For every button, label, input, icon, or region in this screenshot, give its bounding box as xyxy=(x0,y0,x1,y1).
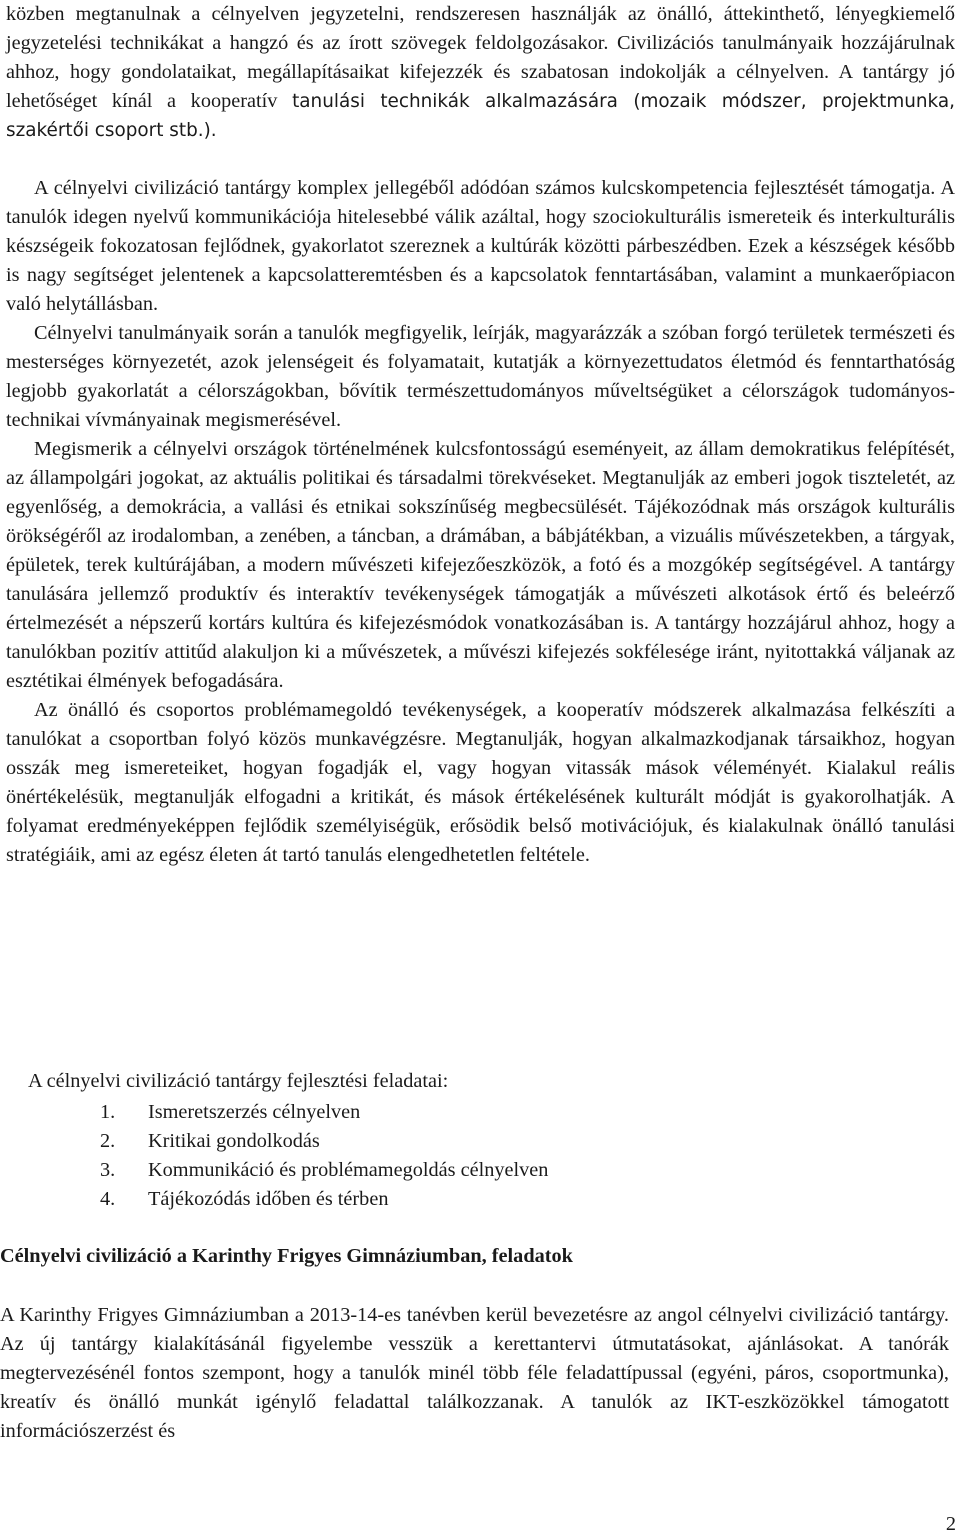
list-item-text: Tájékozódás időben és térben xyxy=(148,1188,389,1210)
section-heading: Célnyelvi civilizáció a Karinthy Frigyes Gimnáziumban, feladatok xyxy=(0,1245,573,1267)
list-item-text: Ismeretszerzés célnyelven xyxy=(148,1101,361,1123)
list-item-text: Kommunikáció és problémamegoldás célnyelven xyxy=(148,1159,549,1181)
list-item-number: 3. xyxy=(100,1159,116,1181)
page-number: 2 xyxy=(945,1513,956,1535)
list-item xyxy=(100,1156,548,1185)
list-item xyxy=(100,1127,548,1156)
paragraph-key-competences: A célnyelvi civilizáció tantárgy komplex jellegéből adódóan számos kulcskompetencia fejlesztését támogatja. A tanulók idegen nyelvű kommunikációja hitelesebbé válik azáltal, hogy szociokulturális ismereteik és interkulturális készségeik fokozatosan fejlődnek, gyakorlatot szereznek a kultúrák közötti párbeszédben. Ezek a készségek később is nagy segítséget jelentenek a kapcsolatteremtésben és a kapcsolatok fenntartásában, valamint a munkaerőpiacon való helytállásban. xyxy=(6,177,955,315)
paragraph-karinthy-intro: A Karinthy Frigyes Gimnáziumban a 2013-14-es tanévben kerül bevezetésre az angol célnyelvi civilizáció tantárgy. Az új tantárgy kialakításánál figyelembe vesszük a kerettantervi útmutatásokat, ajánlásokat. A tanórák megtervezésénél fontos szempont, hogy a tanulók minél több féle feladattípussal (egyéni, páros, csoportmunka), kreatív és önálló munkát igénylő feladattal találkozzanak. A tanulók az IKT-eszközökkel támogatott információszerzést és xyxy=(0,1304,949,1442)
list-item-text: Kritikai gondolkodás xyxy=(148,1130,320,1152)
tasks-intro: A célnyelvi civilizáció tantárgy fejlesztési feladatai: xyxy=(28,1070,449,1092)
list-item-number: 2. xyxy=(100,1130,116,1152)
list-item-number: 4. xyxy=(100,1188,116,1210)
paragraph-note-taking xyxy=(6,0,955,145)
paragraph-cooperative-methods: Az önálló és csoportos problémamegoldó tevékenységek, a kooperatív módszerek alkalmazása felkészíti a tanulókat a csoportban folyó közös munkavégzésre. Megtanulják, hogyan alkalmazkodjanak társaikhoz, hogyan osszák meg ismereteiket, hogyan fogadják el, vagy hogyan vitassák mások véleményét. Kialakul reális önértékelésük, megtanulják elfogadni a kritikát, és mások értékelésének kulturált módját is gyakorolhatják. A folyamat eredményeképpen fejlődik személyiségük, erősödik belső motivációjuk, és kialakulnak önálló tanulási stratégiáik, ami az egész életen át tartó tanulás elengedhetetlen feltétele. xyxy=(6,699,955,866)
list-item xyxy=(100,1098,548,1127)
document-page xyxy=(6,0,955,870)
list-item-number: 1. xyxy=(100,1101,116,1123)
paragraph-text-tail: tanulási technikák alkalmazására (mozaik módszer, projektmunka, szakértői csoport stb.). xyxy=(6,91,955,141)
paragraph-text: közben megtanulnak a célnyelven jegyzetelni, rendszeresen használják az önálló, áttekinthető, lényegkiemelő jegyzetelési technikákat a hangzó és az írott szövegek feldolgozásakor. Civilizációs tanulmányaik hozzájárulnak ahhoz, hogy gondolataikat, megállapításaikat kifejezzék és szabatosan indokolják a célnyelven. A tantárgy jó lehetőséget kínál a kooperatív xyxy=(6,3,955,112)
tasks-list xyxy=(100,1098,548,1214)
paragraph-history-culture: Megismerik a célnyelvi országok történelmének kulcsfontosságú eseményeit, az állam demokratikus felépítését, az állampolgári jogokat, az aktuális politikai és társadalmi törekvéseket. Megtanulják az emberi jogok tiszteletét, az egyenlőség, a demokrácia, a vallási és etnikai sokszínűség megbecsülését. Tájékozódnak más országok kulturális örökségéről az irodalomban, a zenében, a táncban, a drámában, a bábjátékban, a vizuális művészetekben, a tárgyak, épületek, terek kultúrájában, a modern művészeti kifejezőeszközök, a fotó és a mozgókép segítségével. A tantárgy tanulására jellemző produktív és interaktív tevékenységek támogatják a művészeti alkotások értő és beleérző értelmezését a népszerű kortárs kultúra és kifejezésmódok vonatkozásában is. A tantárgy hozzájárul ahhoz, hogy a tanulókban pozitív attitűd alakuljon ki a művészetek, a művészi kifejezés sokfélesége iránt, nyitottakká váljanak az esztétikai élmények befogadására. xyxy=(6,438,955,692)
list-item xyxy=(100,1185,548,1214)
paragraph-natural-environment: Célnyelvi tanulmányaik során a tanulók megfigyelik, leírják, magyarázzák a szóban forgó területek természeti és mesterséges környezetét, azok jelenségeit és folyamatait, kutatják a környezettudatos életmód és fenntarthatóság legjobb gyakorlatát a célországokban, bővítik természettudományos műveltségüket a célországok tudományos-technikai vívmányainak megismerésével. xyxy=(6,322,955,431)
